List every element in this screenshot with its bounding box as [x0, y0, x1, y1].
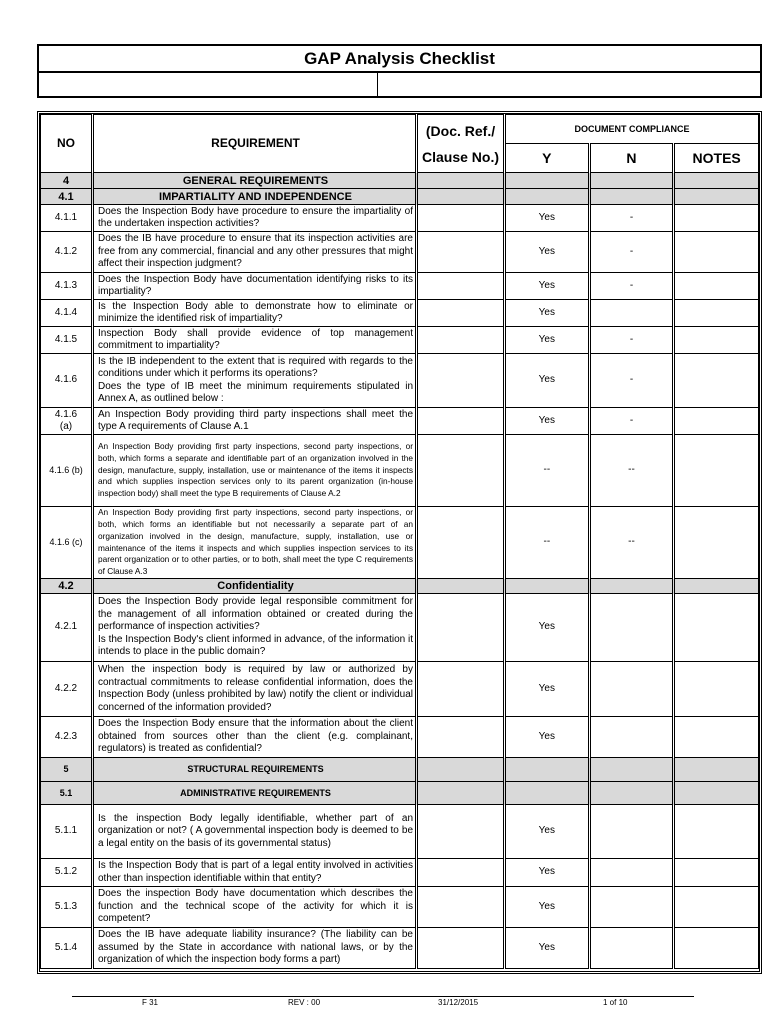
- row-yes: Yes: [505, 662, 590, 717]
- checklist-row: [41, 717, 759, 758]
- footer-page: 1 of 10: [603, 998, 628, 1007]
- row-yes: --: [505, 435, 590, 507]
- row-number: 4.2.1: [41, 594, 93, 662]
- row-no: -: [589, 273, 674, 300]
- row-yes: [505, 782, 590, 805]
- row-yes: Yes: [505, 717, 590, 758]
- row-doc-ref: [417, 782, 505, 805]
- row-number: 4.2.3: [41, 717, 93, 758]
- row-no: [589, 805, 674, 859]
- checklist-row: [41, 887, 759, 928]
- footer-date: 31/12/2015: [438, 998, 479, 1007]
- title-subcell-left: [39, 73, 378, 96]
- row-requirement: ADMINISTRATIVE REQUIREMENTS: [93, 782, 417, 805]
- row-yes: --: [505, 507, 590, 579]
- checklist-table-frame: [37, 111, 762, 974]
- row-doc-ref: [417, 327, 505, 354]
- row-doc-ref: [417, 354, 505, 408]
- row-no: -: [589, 408, 674, 435]
- page-footer: [72, 996, 694, 1007]
- row-no: [589, 173, 674, 189]
- checklist-row: [41, 327, 759, 354]
- row-doc-ref: [417, 662, 505, 717]
- row-no: -: [589, 327, 674, 354]
- row-yes: [505, 189, 590, 205]
- row-number: 5.1.2: [41, 859, 93, 887]
- row-yes: Yes: [505, 928, 590, 969]
- row-no: -: [589, 205, 674, 232]
- checklist-row: [41, 300, 759, 327]
- row-notes: [674, 354, 759, 408]
- row-no: [589, 662, 674, 717]
- row-notes: [674, 232, 759, 273]
- row-number: 4.1.6: [41, 354, 93, 408]
- row-yes: Yes: [505, 300, 590, 327]
- row-notes: [674, 327, 759, 354]
- header-no: NO: [41, 115, 93, 173]
- row-no: [589, 758, 674, 782]
- row-yes: [505, 579, 590, 594]
- row-no: [589, 928, 674, 969]
- row-requirement: IMPARTIALITY AND INDEPENDENCE: [93, 189, 417, 205]
- checklist-row: [41, 232, 759, 273]
- checklist-row: [41, 928, 759, 969]
- row-yes: Yes: [505, 327, 590, 354]
- row-requirement: An Inspection Body providing third party inspections shall meet the type A requirements of Clause A.1: [93, 408, 417, 435]
- header-notes: NOTES: [674, 144, 759, 173]
- row-requirement: Does the Inspection Body have documentation identifying risks to its impartiality?: [93, 273, 417, 300]
- row-doc-ref: [417, 887, 505, 928]
- row-notes: [674, 859, 759, 887]
- row-number: 4.1.2: [41, 232, 93, 273]
- row-doc-ref: [417, 408, 505, 435]
- row-requirement: An Inspection Body providing first party inspections, second party inspections, or both, which forms an identifiable but not necessarily a separate part of an organization involved in the design, manufacture, supply, installation, use or maintenance of the items it inspects and which supplies inspection services to its parent organization or to other parties, or to both, shall meet the type C requirements of Clause A.3: [93, 507, 417, 579]
- section-row: [41, 782, 759, 805]
- checklist-row: [41, 273, 759, 300]
- row-no: [589, 717, 674, 758]
- row-no: [589, 300, 674, 327]
- row-number: 5.1: [41, 782, 93, 805]
- row-notes: [674, 805, 759, 859]
- row-notes: [674, 662, 759, 717]
- header-doc-ref-line1: (Doc. Ref./: [425, 122, 496, 139]
- section-row: [41, 189, 759, 205]
- row-yes: Yes: [505, 205, 590, 232]
- row-requirement: Is the Inspection Body able to demonstrate how to eliminate or minimize the identified risk of impartiality?: [93, 300, 417, 327]
- header-requirement: REQUIREMENT: [93, 115, 417, 173]
- row-yes: Yes: [505, 594, 590, 662]
- row-number: 5.1.4: [41, 928, 93, 969]
- row-yes: Yes: [505, 232, 590, 273]
- header-document-compliance: DOCUMENT COMPLIANCE: [505, 115, 759, 144]
- row-yes: Yes: [505, 887, 590, 928]
- row-number: 5.1.1: [41, 805, 93, 859]
- row-doc-ref: [417, 205, 505, 232]
- row-yes: [505, 758, 590, 782]
- row-number: 5: [41, 758, 93, 782]
- row-no: [589, 189, 674, 205]
- row-doc-ref: [417, 435, 505, 507]
- row-notes: [674, 435, 759, 507]
- row-doc-ref: [417, 928, 505, 969]
- row-yes: Yes: [505, 859, 590, 887]
- row-no: --: [589, 507, 674, 579]
- row-doc-ref: [417, 507, 505, 579]
- row-notes: [674, 717, 759, 758]
- row-notes: [674, 887, 759, 928]
- row-no: [589, 859, 674, 887]
- row-doc-ref: [417, 300, 505, 327]
- row-requirement: Is the IB independent to the extent that is required with regards to the conditions under which it performs its operations? Does the type of IB meet the minimum requirements stipulated in Annex A, as outlined below :: [93, 354, 417, 408]
- row-yes: Yes: [505, 408, 590, 435]
- row-notes: [674, 173, 759, 189]
- row-requirement: Does the inspection Body have documentation which describes the function and the technical scope of the activity for which it is competent?: [93, 887, 417, 928]
- checklist-table: [40, 114, 759, 969]
- checklist-row: [41, 408, 759, 435]
- row-notes: [674, 300, 759, 327]
- row-requirement: Does the Inspection Body provide legal responsible commitment for the management of all information obtained or created during the performance of inspection activities? Is the Inspection Body's client informed in advance, of the information it intends to place in the public domain?: [93, 594, 417, 662]
- row-no: [589, 887, 674, 928]
- row-number: 4.2.2: [41, 662, 93, 717]
- row-yes: Yes: [505, 805, 590, 859]
- row-no: [589, 782, 674, 805]
- row-doc-ref: [417, 273, 505, 300]
- checklist-row: [41, 859, 759, 887]
- row-notes: [674, 273, 759, 300]
- row-requirement: When the inspection body is required by law or authorized by contractual commitments to release confidential information, does the Inspection Body (unless prohibited by law) notify the client or individual concerned of the information provided?: [93, 662, 417, 717]
- title-subrow: [39, 73, 760, 96]
- header-y: Y: [505, 144, 590, 173]
- row-doc-ref: [417, 859, 505, 887]
- document-title: GAP Analysis Checklist: [39, 46, 760, 73]
- row-number: 4.2: [41, 579, 93, 594]
- row-requirement: Confidentiality: [93, 579, 417, 594]
- row-requirement: An Inspection Body providing first party inspections, second party inspections, or both, which forms a separate and identifiable part of an organization involved in the design, manufacture, supply, installation, use or maintenance of the items it inspects and which supplies inspection services only to its parent organization (in-house inspection body) shall meet the type B requirements of Clause A.2: [93, 435, 417, 507]
- row-notes: [674, 189, 759, 205]
- row-doc-ref: [417, 805, 505, 859]
- footer-form: F 31: [142, 998, 159, 1007]
- row-no: [589, 594, 674, 662]
- row-doc-ref: [417, 579, 505, 594]
- row-requirement: Does the Inspection Body have procedure to ensure the impartiality of the undertaken inspection activities?: [93, 205, 417, 232]
- row-requirement: Is the Inspection Body that is part of a legal entity involved in activities other than inspection identifiable within that entity?: [93, 859, 417, 887]
- section-row: [41, 579, 759, 594]
- row-requirement: Does the IB have adequate liability insurance? (The liability can be assumed by the State in accordance with national laws, or by the organization of which the inspection body forms a part): [93, 928, 417, 969]
- row-notes: [674, 205, 759, 232]
- row-notes: [674, 594, 759, 662]
- checklist-row: [41, 594, 759, 662]
- section-row: [41, 173, 759, 189]
- row-doc-ref: [417, 758, 505, 782]
- header-row-top: [41, 115, 759, 144]
- row-number: 4.1.3: [41, 273, 93, 300]
- row-no: --: [589, 435, 674, 507]
- section-row: [41, 758, 759, 782]
- row-notes: [674, 758, 759, 782]
- title-subcell-right: [378, 73, 760, 96]
- row-number: 4.1: [41, 189, 93, 205]
- row-no: -: [589, 232, 674, 273]
- row-doc-ref: [417, 232, 505, 273]
- row-requirement: GENERAL REQUIREMENTS: [93, 173, 417, 189]
- header-doc-ref: [417, 115, 505, 173]
- row-requirement: Inspection Body shall provide evidence of top management commitment to impartiality?: [93, 327, 417, 354]
- row-yes: Yes: [505, 354, 590, 408]
- row-requirement: Is the inspection Body legally identifiable, whether part of an organization or not? ( A governmental inspection body is deemed to be a legal entity on the basis of its governmental status): [93, 805, 417, 859]
- row-yes: [505, 173, 590, 189]
- row-doc-ref: [417, 173, 505, 189]
- checklist-row: [41, 507, 759, 579]
- checklist-row: [41, 205, 759, 232]
- row-number: 4.1.6 (b): [41, 435, 93, 507]
- checklist-row: [41, 435, 759, 507]
- row-notes: [674, 408, 759, 435]
- row-no: -: [589, 354, 674, 408]
- row-doc-ref: [417, 189, 505, 205]
- header-doc-ref-line2: Clause No.): [421, 148, 499, 165]
- row-number: 4: [41, 173, 93, 189]
- row-number: 4.1.1: [41, 205, 93, 232]
- footer-rev: REV : 00: [288, 998, 321, 1007]
- row-number: 4.1.5: [41, 327, 93, 354]
- row-requirement: STRUCTURAL REQUIREMENTS: [93, 758, 417, 782]
- title-box: [37, 44, 762, 98]
- row-number: 4.1.6 (c): [41, 507, 93, 579]
- row-doc-ref: [417, 717, 505, 758]
- row-notes: [674, 782, 759, 805]
- row-requirement: Does the Inspection Body ensure that the information about the client obtained from sources other than the client (e.g. complainant, regulators) is treated as confidential?: [93, 717, 417, 758]
- row-doc-ref: [417, 594, 505, 662]
- row-number: 5.1.3: [41, 887, 93, 928]
- row-number: 4.1.4: [41, 300, 93, 327]
- row-notes: [674, 579, 759, 594]
- row-requirement: Does the IB have procedure to ensure that its inspection activities are free from any commercial, financial and any other pressures that might affect their inspection judgment?: [93, 232, 417, 273]
- row-notes: [674, 507, 759, 579]
- row-no: [589, 579, 674, 594]
- row-yes: Yes: [505, 273, 590, 300]
- row-number: 4.1.6 (a): [41, 408, 93, 435]
- header-n: N: [589, 144, 674, 173]
- row-notes: [674, 928, 759, 969]
- checklist-row: [41, 805, 759, 859]
- checklist-row: [41, 354, 759, 408]
- checklist-row: [41, 662, 759, 717]
